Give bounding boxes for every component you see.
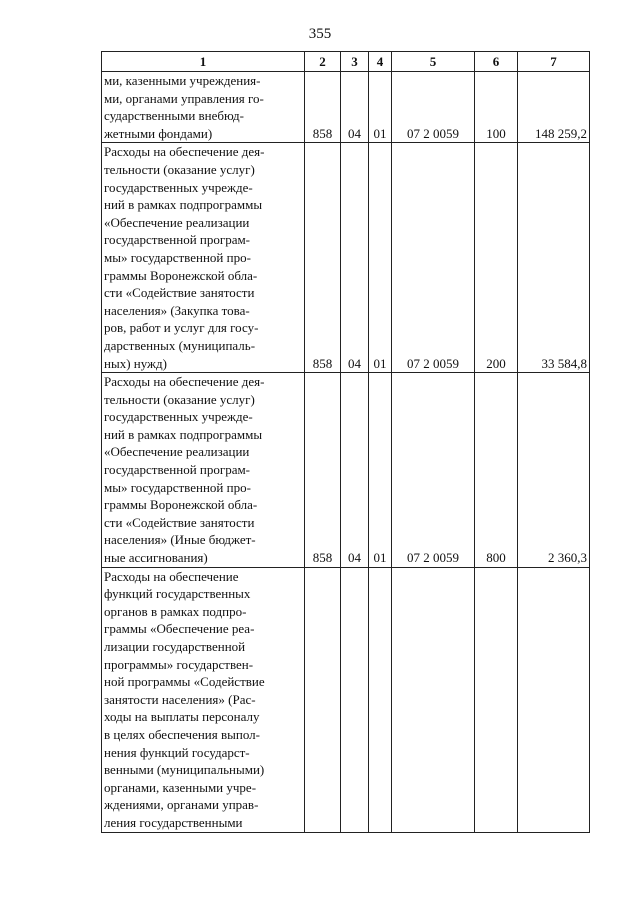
expense-type-code: 800 bbox=[475, 373, 518, 568]
description-line: граммы Воронежской обла- bbox=[104, 267, 258, 283]
description-line: сти «Содействие занятости bbox=[104, 514, 255, 530]
description-line: ных) нужд) bbox=[104, 355, 167, 371]
description-line: занятости населения» (Рас- bbox=[104, 691, 256, 707]
ministry-code bbox=[305, 567, 341, 832]
subsection-code: 01 bbox=[369, 72, 392, 143]
description-line: органов в рамках подпро- bbox=[104, 603, 247, 619]
section-code: 04 bbox=[341, 143, 369, 373]
description-line: ходы на выплаты персоналу bbox=[104, 709, 260, 725]
description-line: ми, казенными учреждения- bbox=[104, 73, 261, 88]
description-line: граммы «Обеспечение реа- bbox=[104, 621, 255, 637]
table-body bbox=[102, 72, 590, 833]
row-description bbox=[102, 567, 305, 832]
description-line: Расходы на обеспечение дея- bbox=[104, 374, 265, 390]
description-line: венными (муниципальными) bbox=[104, 762, 265, 778]
description-line: мы» государственной про- bbox=[104, 479, 251, 495]
expense-type-code: 100 bbox=[475, 72, 518, 143]
description-line: государственной програм- bbox=[104, 232, 251, 248]
amount-value: 33 584,8 bbox=[518, 143, 590, 373]
header-col-5: 5 bbox=[392, 52, 475, 72]
description-line: функций государственных bbox=[104, 586, 251, 602]
subsection-code bbox=[369, 567, 392, 832]
description-line: программы» государствен- bbox=[104, 656, 254, 672]
header-col-1: 1 bbox=[102, 52, 305, 72]
header-col-4: 4 bbox=[369, 52, 392, 72]
target-article-code bbox=[392, 567, 475, 832]
header-col-2: 2 bbox=[305, 52, 341, 72]
table-row bbox=[102, 143, 590, 373]
description-line: нения функций государст- bbox=[104, 744, 250, 760]
table-row bbox=[102, 373, 590, 568]
expense-type-code: 200 bbox=[475, 143, 518, 373]
description-line: ми, органами управления го- bbox=[104, 90, 264, 106]
description-line: государственных учрежде- bbox=[104, 409, 253, 425]
row-description bbox=[102, 373, 305, 568]
header-col-7: 7 bbox=[518, 52, 590, 72]
description-line: Расходы на обеспечение дея- bbox=[104, 144, 265, 160]
header-row bbox=[102, 52, 590, 72]
description-line: в целях обеспечения выпол- bbox=[104, 726, 260, 742]
target-article-code: 07 2 0059 bbox=[392, 373, 475, 568]
section-code: 04 bbox=[341, 373, 369, 568]
table-row bbox=[102, 72, 590, 143]
target-article-code: 07 2 0059 bbox=[392, 72, 475, 143]
description-line: органами, казенными учре- bbox=[104, 779, 257, 795]
description-line: Расходы на обеспечение bbox=[104, 568, 239, 584]
description-line: мы» государственной про- bbox=[104, 249, 251, 265]
page-number: 355 bbox=[308, 26, 332, 42]
target-article-code: 07 2 0059 bbox=[392, 143, 475, 373]
description-line: государственной програм- bbox=[104, 462, 251, 478]
header-col-6: 6 bbox=[475, 52, 518, 72]
description-line: «Обеспечение реализации bbox=[104, 444, 250, 460]
amount-value: 2 360,3 bbox=[518, 373, 590, 568]
description-line: тельности (оказание услуг) bbox=[104, 161, 255, 177]
description-line: ждениями, органами управ- bbox=[104, 797, 259, 813]
row-description bbox=[102, 72, 305, 143]
description-line: государственных учрежде- bbox=[104, 179, 253, 195]
amount-value: 148 259,2 bbox=[518, 72, 590, 143]
description-line: лизации государственной bbox=[104, 639, 246, 654]
description-line: ные ассигнования) bbox=[104, 550, 208, 566]
description-line: населения» (Иные бюджет- bbox=[104, 532, 256, 548]
description-line: ления государственными bbox=[104, 814, 243, 830]
row-description bbox=[102, 143, 305, 373]
description-line: населения» (Закупка това- bbox=[104, 302, 250, 318]
ministry-code: 858 bbox=[305, 373, 341, 568]
description-line: жетными фондами) bbox=[104, 125, 213, 141]
description-line: «Обеспечение реализации bbox=[104, 214, 250, 230]
description-line: ний в рамках подпрограммы bbox=[104, 426, 263, 442]
subsection-code: 01 bbox=[369, 143, 392, 373]
description-line: тельности (оказание услуг) bbox=[104, 391, 255, 407]
budget-table bbox=[101, 51, 590, 833]
header-col-3: 3 bbox=[341, 52, 369, 72]
description-line: ной программы «Содействие bbox=[104, 674, 265, 690]
description-line: сударственными внебюд- bbox=[104, 108, 245, 124]
description-line: граммы Воронежской обла- bbox=[104, 497, 258, 513]
table-row bbox=[102, 567, 590, 832]
ministry-code: 858 bbox=[305, 72, 341, 143]
description-line: сти «Содействие занятости bbox=[104, 285, 255, 301]
section-code: 04 bbox=[341, 72, 369, 143]
ministry-code: 858 bbox=[305, 143, 341, 373]
description-line: ров, работ и услуг для госу- bbox=[104, 320, 259, 336]
description-line: ний в рамках подпрограммы bbox=[104, 197, 263, 213]
expense-type-code bbox=[475, 567, 518, 832]
subsection-code: 01 bbox=[369, 373, 392, 568]
section-code bbox=[341, 567, 369, 832]
amount-value bbox=[518, 567, 590, 832]
description-line: дарственных (муниципаль- bbox=[104, 337, 256, 353]
